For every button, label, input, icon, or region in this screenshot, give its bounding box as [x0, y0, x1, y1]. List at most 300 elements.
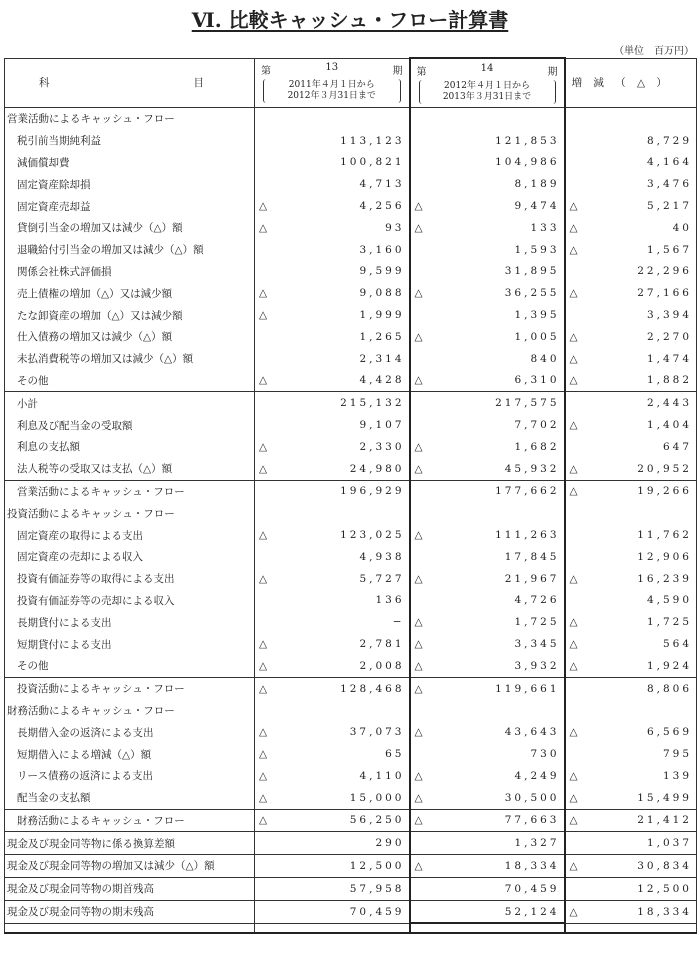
cell-diff [565, 348, 697, 370]
table-row [5, 173, 697, 195]
header-change: 増 減 （ △ ） [565, 58, 697, 108]
table-header [5, 58, 697, 108]
cell-p13 [255, 326, 410, 348]
value: 9,599 [359, 265, 405, 278]
value: 128,468 [340, 682, 405, 695]
cell-diff [565, 524, 697, 546]
negative-mark: △ [259, 659, 268, 672]
cell-p14 [410, 261, 565, 283]
cell-diff [565, 108, 697, 130]
value: 1,037 [646, 837, 692, 850]
negative-mark: △ [414, 221, 423, 234]
row-label: 仕入債務の増加又は減少（△）額 [5, 326, 255, 348]
cell-p14 [410, 900, 565, 923]
value: 3,160 [359, 243, 405, 256]
table-row [5, 436, 697, 458]
negative-mark: △ [259, 726, 268, 739]
value: 7,702 [514, 419, 560, 432]
unit-label: （単位 百万円） [614, 46, 694, 57]
row-label: 関係会社株式評価損 [5, 261, 255, 283]
value: 8,729 [646, 134, 692, 147]
cell-p13 [255, 130, 410, 152]
row-label: 利息及び配当金の受取額 [5, 414, 255, 436]
value: 2,443 [646, 397, 692, 410]
negative-mark: △ [414, 572, 423, 585]
value: 1,593 [514, 243, 560, 256]
cell-p14 [410, 524, 565, 546]
negative-mark: △ [414, 791, 423, 804]
cell-p13 [255, 195, 410, 217]
value: 1,682 [514, 440, 560, 453]
negative-mark: △ [569, 243, 578, 256]
table-row [5, 480, 697, 502]
value: 4,726 [514, 594, 560, 607]
table-row [5, 239, 697, 261]
negative-mark: △ [414, 726, 423, 739]
cell-p13 [255, 900, 410, 923]
cell-p13 [255, 677, 410, 699]
negative-mark: △ [259, 682, 268, 695]
value: 6,569 [646, 726, 692, 739]
cell-p14 [410, 590, 565, 612]
row-label: 財務活動によるキャッシュ・フロー [5, 809, 255, 832]
cell-p14 [410, 414, 565, 436]
negative-mark: △ [569, 659, 578, 672]
cell-p13 [255, 217, 410, 239]
value: 21,412 [637, 814, 692, 827]
row-label: 現金及び現金同等物の増加又は減少（△）額 [5, 855, 255, 878]
cell-p14 [410, 436, 565, 458]
cell-p13 [255, 392, 410, 414]
value: 20,952 [637, 462, 692, 475]
value: 57,958 [349, 882, 405, 895]
cell-p14 [410, 502, 565, 524]
table-row [5, 677, 697, 699]
value: 30,834 [637, 859, 692, 872]
value: 121,853 [495, 134, 560, 147]
negative-mark: △ [414, 529, 423, 542]
row-label: 長期貸付による支出 [5, 611, 255, 633]
negative-mark: △ [569, 859, 578, 872]
negative-mark: △ [259, 638, 268, 651]
row-label: 小計 [5, 392, 255, 414]
cell-p14 [410, 787, 565, 809]
cell-p14 [410, 304, 565, 326]
cell-p14 [410, 765, 565, 787]
table-row [5, 282, 697, 304]
cell-diff [565, 568, 697, 590]
table-row [5, 700, 697, 722]
cell-diff [565, 655, 697, 677]
cell-p13 [255, 765, 410, 787]
value: 70,459 [349, 905, 405, 918]
value: 15,000 [349, 791, 405, 804]
cell-p13 [255, 108, 410, 130]
cell-diff [565, 261, 697, 283]
cell-diff [565, 326, 697, 348]
header-period-13: 第 13 期 2011年４月１日から 2012年３月31日まで [255, 58, 410, 108]
cell-diff [565, 392, 697, 414]
value: 9,088 [359, 287, 405, 300]
cell-p13 [255, 590, 410, 612]
negative-mark: △ [569, 814, 578, 827]
row-label: 固定資産の売却による収入 [5, 546, 255, 568]
value: 840 [530, 352, 560, 365]
value: 1,924 [646, 659, 692, 672]
value: 3,476 [646, 178, 692, 191]
value: 100,821 [340, 156, 405, 169]
cell-p13 [255, 152, 410, 174]
value: 1,999 [359, 309, 405, 322]
cell-p13 [255, 832, 410, 855]
table-row [5, 502, 697, 524]
negative-mark: △ [414, 200, 423, 213]
cell-p14 [410, 130, 565, 152]
table-row [5, 348, 697, 370]
table-row [5, 217, 697, 239]
value: 1,395 [514, 309, 560, 322]
value: 119,661 [495, 682, 560, 695]
cell-p13 [255, 480, 410, 502]
value: 15,499 [637, 791, 692, 804]
value: 40 [672, 221, 692, 234]
table-row [5, 655, 697, 677]
row-label: 投資有価証券等の売却による収入 [5, 590, 255, 612]
value: 217,575 [495, 397, 560, 410]
cell-p14 [410, 611, 565, 633]
table-row [5, 458, 697, 480]
cell-diff [565, 195, 697, 217]
value: 290 [375, 837, 405, 850]
cell-diff [565, 832, 697, 855]
cell-diff [565, 130, 697, 152]
negative-mark: △ [569, 287, 578, 300]
cell-diff [565, 436, 697, 458]
header-item: 科 目 [5, 58, 255, 108]
value: 8,189 [514, 178, 560, 191]
value: 11,762 [637, 529, 692, 542]
cell-p13 [255, 348, 410, 370]
row-label: 営業活動によるキャッシュ・フロー [5, 480, 255, 502]
cell-p14 [410, 195, 565, 217]
value: 104,986 [495, 156, 560, 169]
value: 6,310 [514, 374, 560, 387]
cell-p14 [410, 546, 565, 568]
value: 123,025 [340, 529, 405, 542]
cell-diff [565, 787, 697, 809]
cell-diff [565, 633, 697, 655]
value: 18,334 [637, 905, 692, 918]
table-row [5, 590, 697, 612]
cell-diff [565, 458, 697, 480]
cell-diff [565, 765, 697, 787]
negative-mark: △ [259, 572, 268, 585]
cell-p13 [255, 809, 410, 832]
value: 56,250 [349, 814, 405, 827]
row-label: 長期借入金の返済による支出 [5, 721, 255, 743]
cell-p14 [410, 480, 565, 502]
cell-diff [565, 502, 697, 524]
value: 1,005 [514, 330, 560, 343]
value: 111,263 [495, 529, 560, 542]
value: 3,394 [646, 309, 692, 322]
cell-diff [565, 809, 697, 832]
table-row [5, 261, 697, 283]
value: 52,124 [504, 905, 560, 918]
row-label: 利息の支払額 [5, 436, 255, 458]
value: 19,266 [637, 485, 692, 498]
cell-p14 [410, 568, 565, 590]
value: 45,932 [504, 462, 560, 475]
negative-mark: △ [414, 374, 423, 387]
table-row [5, 721, 697, 743]
table-row [5, 130, 697, 152]
cell-diff [565, 743, 697, 765]
value: 1,725 [514, 616, 560, 629]
cell-p13 [255, 458, 410, 480]
cell-p13 [255, 524, 410, 546]
value: 2,270 [646, 330, 692, 343]
cell-p14 [410, 108, 565, 130]
value: 196,929 [340, 485, 405, 498]
cell-diff [565, 677, 697, 699]
cell-p13 [255, 611, 410, 633]
negative-mark: △ [569, 638, 578, 651]
negative-mark: △ [569, 374, 578, 387]
cell-diff [565, 480, 697, 502]
value: 27,166 [637, 287, 692, 300]
negative-mark: △ [569, 419, 578, 432]
negative-mark: △ [259, 814, 268, 827]
row-label: リース債務の返済による支出 [5, 765, 255, 787]
cell-p13 [255, 282, 410, 304]
table-footer-rule [5, 923, 697, 933]
value: 4,249 [514, 769, 560, 782]
value: 77,663 [504, 814, 560, 827]
table-row [5, 765, 697, 787]
row-label: 短期貸付による支出 [5, 633, 255, 655]
negative-mark: △ [259, 769, 268, 782]
cell-p14 [410, 326, 565, 348]
value: 4,256 [359, 200, 405, 213]
value: 795 [662, 748, 692, 760]
cell-p13 [255, 502, 410, 524]
cell-diff [565, 304, 697, 326]
negative-mark: △ [259, 200, 268, 213]
negative-mark: △ [259, 440, 268, 453]
row-label: 投資活動によるキャッシュ・フロー [5, 502, 255, 524]
table-row [5, 809, 697, 832]
negative-mark: △ [259, 374, 268, 387]
value: 18,334 [504, 859, 560, 872]
table-row [5, 546, 697, 568]
cell-p13 [255, 414, 410, 436]
value: 139 [662, 769, 692, 782]
table-row [5, 568, 697, 590]
cell-p14 [410, 700, 565, 722]
negative-mark: △ [414, 638, 423, 651]
cell-p14 [410, 633, 565, 655]
negative-mark: △ [569, 200, 578, 213]
negative-mark: △ [259, 529, 268, 542]
negative-mark: △ [414, 769, 423, 782]
cell-p13 [255, 173, 410, 195]
row-label: 現金及び現金同等物に係る換算差額 [5, 832, 255, 855]
cell-diff [565, 217, 697, 239]
cell-p13 [255, 855, 410, 878]
row-label: 売上債権の増加（△）又は減少額 [5, 282, 255, 304]
table-row [5, 832, 697, 855]
value: 4,110 [359, 769, 405, 782]
value: 9,474 [514, 200, 560, 213]
cell-p14 [410, 721, 565, 743]
value: 21,967 [504, 572, 560, 585]
value: 30,500 [504, 791, 560, 804]
cell-p13 [255, 787, 410, 809]
value: 12,500 [637, 882, 692, 895]
row-label: 財務活動によるキャッシュ・フロー [5, 700, 255, 722]
table-row [5, 900, 697, 923]
cell-p13 [255, 655, 410, 677]
negative-mark: △ [569, 221, 578, 234]
table-row [5, 743, 697, 765]
negative-mark: △ [259, 221, 268, 234]
negative-mark: △ [414, 287, 423, 300]
cell-p14 [410, 239, 565, 261]
table-row [5, 152, 697, 174]
negative-mark: △ [414, 682, 423, 695]
negative-mark: △ [414, 814, 423, 827]
table-row [5, 611, 697, 633]
cell-diff [565, 611, 697, 633]
negative-mark: △ [414, 859, 423, 872]
negative-mark: △ [259, 287, 268, 300]
value: 215,132 [340, 397, 405, 410]
table-row [5, 855, 697, 878]
row-label: たな卸資産の増加（△）又は減少額 [5, 304, 255, 326]
value: 24,980 [349, 462, 405, 475]
value: 1,404 [646, 419, 692, 432]
cell-p13 [255, 568, 410, 590]
table-row [5, 326, 697, 348]
value: 1,725 [646, 616, 692, 629]
negative-mark: △ [414, 330, 423, 343]
row-label: 営業活動によるキャッシュ・フロー [5, 108, 255, 130]
table-row [5, 787, 697, 809]
value: 2,781 [359, 638, 405, 651]
negative-mark: △ [569, 726, 578, 739]
value: 31,895 [504, 265, 560, 278]
cell-diff [565, 152, 697, 174]
cell-p14 [410, 152, 565, 174]
value: 4,938 [359, 550, 405, 563]
cell-p13 [255, 700, 410, 722]
cell-p14 [410, 855, 565, 878]
cell-p14 [410, 282, 565, 304]
value: 4,164 [646, 156, 692, 169]
negative-mark: △ [259, 462, 268, 475]
value: 564 [662, 638, 692, 651]
negative-mark: △ [569, 462, 578, 475]
value: 2,008 [359, 659, 405, 672]
value: 12,906 [637, 550, 692, 563]
value: 4,713 [359, 178, 405, 191]
table-row [5, 633, 697, 655]
cell-p13 [255, 239, 410, 261]
value: 730 [530, 748, 560, 760]
value: 5,727 [359, 572, 405, 585]
page-title: Ⅵ. 比較キャッシュ・フロー計算書 [191, 8, 509, 32]
negative-mark: △ [414, 440, 423, 453]
cell-p14 [410, 809, 565, 832]
cell-p14 [410, 348, 565, 370]
value: 2,314 [359, 352, 405, 365]
cell-p14 [410, 832, 565, 855]
table-row [5, 370, 697, 392]
cash-flow-table [4, 57, 697, 934]
value: 17,845 [504, 550, 560, 563]
table-row [5, 195, 697, 217]
value: 37,073 [349, 726, 405, 739]
value: 3,932 [514, 659, 560, 672]
cell-diff [565, 590, 697, 612]
row-label: 現金及び現金同等物の期首残高 [5, 877, 255, 900]
cell-diff [565, 721, 697, 743]
row-label: 固定資産売却益 [5, 195, 255, 217]
cell-p13 [255, 370, 410, 392]
row-label: その他 [5, 370, 255, 392]
table-row [5, 304, 697, 326]
value: 136 [375, 594, 405, 607]
value: 4,428 [359, 374, 405, 387]
negative-mark: △ [414, 659, 423, 672]
value: 177,662 [495, 485, 560, 498]
cell-p13 [255, 633, 410, 655]
value: 133 [530, 221, 560, 234]
value: 65 [385, 748, 405, 760]
value: 113,123 [340, 134, 405, 147]
cell-diff [565, 414, 697, 436]
cell-p13 [255, 721, 410, 743]
negative-mark: △ [569, 330, 578, 343]
negative-mark: △ [569, 352, 578, 365]
row-label: 投資活動によるキャッシュ・フロー [5, 677, 255, 699]
row-label: 税引前当期純利益 [5, 130, 255, 152]
row-label: 投資有価証券等の取得による支出 [5, 568, 255, 590]
cell-p13 [255, 304, 410, 326]
negative-mark: △ [569, 791, 578, 804]
cell-diff [565, 173, 697, 195]
cell-diff [565, 546, 697, 568]
negative-mark: △ [569, 616, 578, 629]
cell-p13 [255, 877, 410, 900]
value: 43,643 [504, 726, 560, 739]
row-label: 貸倒引当金の増加又は減少（△）額 [5, 217, 255, 239]
row-label: 現金及び現金同等物の期末残高 [5, 900, 255, 923]
cell-p13 [255, 436, 410, 458]
value: 12,500 [349, 859, 405, 872]
value: 93 [385, 221, 405, 234]
cell-diff [565, 239, 697, 261]
cell-p14 [410, 173, 565, 195]
value: 3,345 [514, 638, 560, 651]
value: 2,330 [359, 440, 405, 453]
row-label: 未払消費税等の増加又は減少（△）額 [5, 348, 255, 370]
cell-diff [565, 855, 697, 878]
value: − [392, 616, 405, 629]
cell-diff [565, 370, 697, 392]
cell-diff [565, 900, 697, 923]
